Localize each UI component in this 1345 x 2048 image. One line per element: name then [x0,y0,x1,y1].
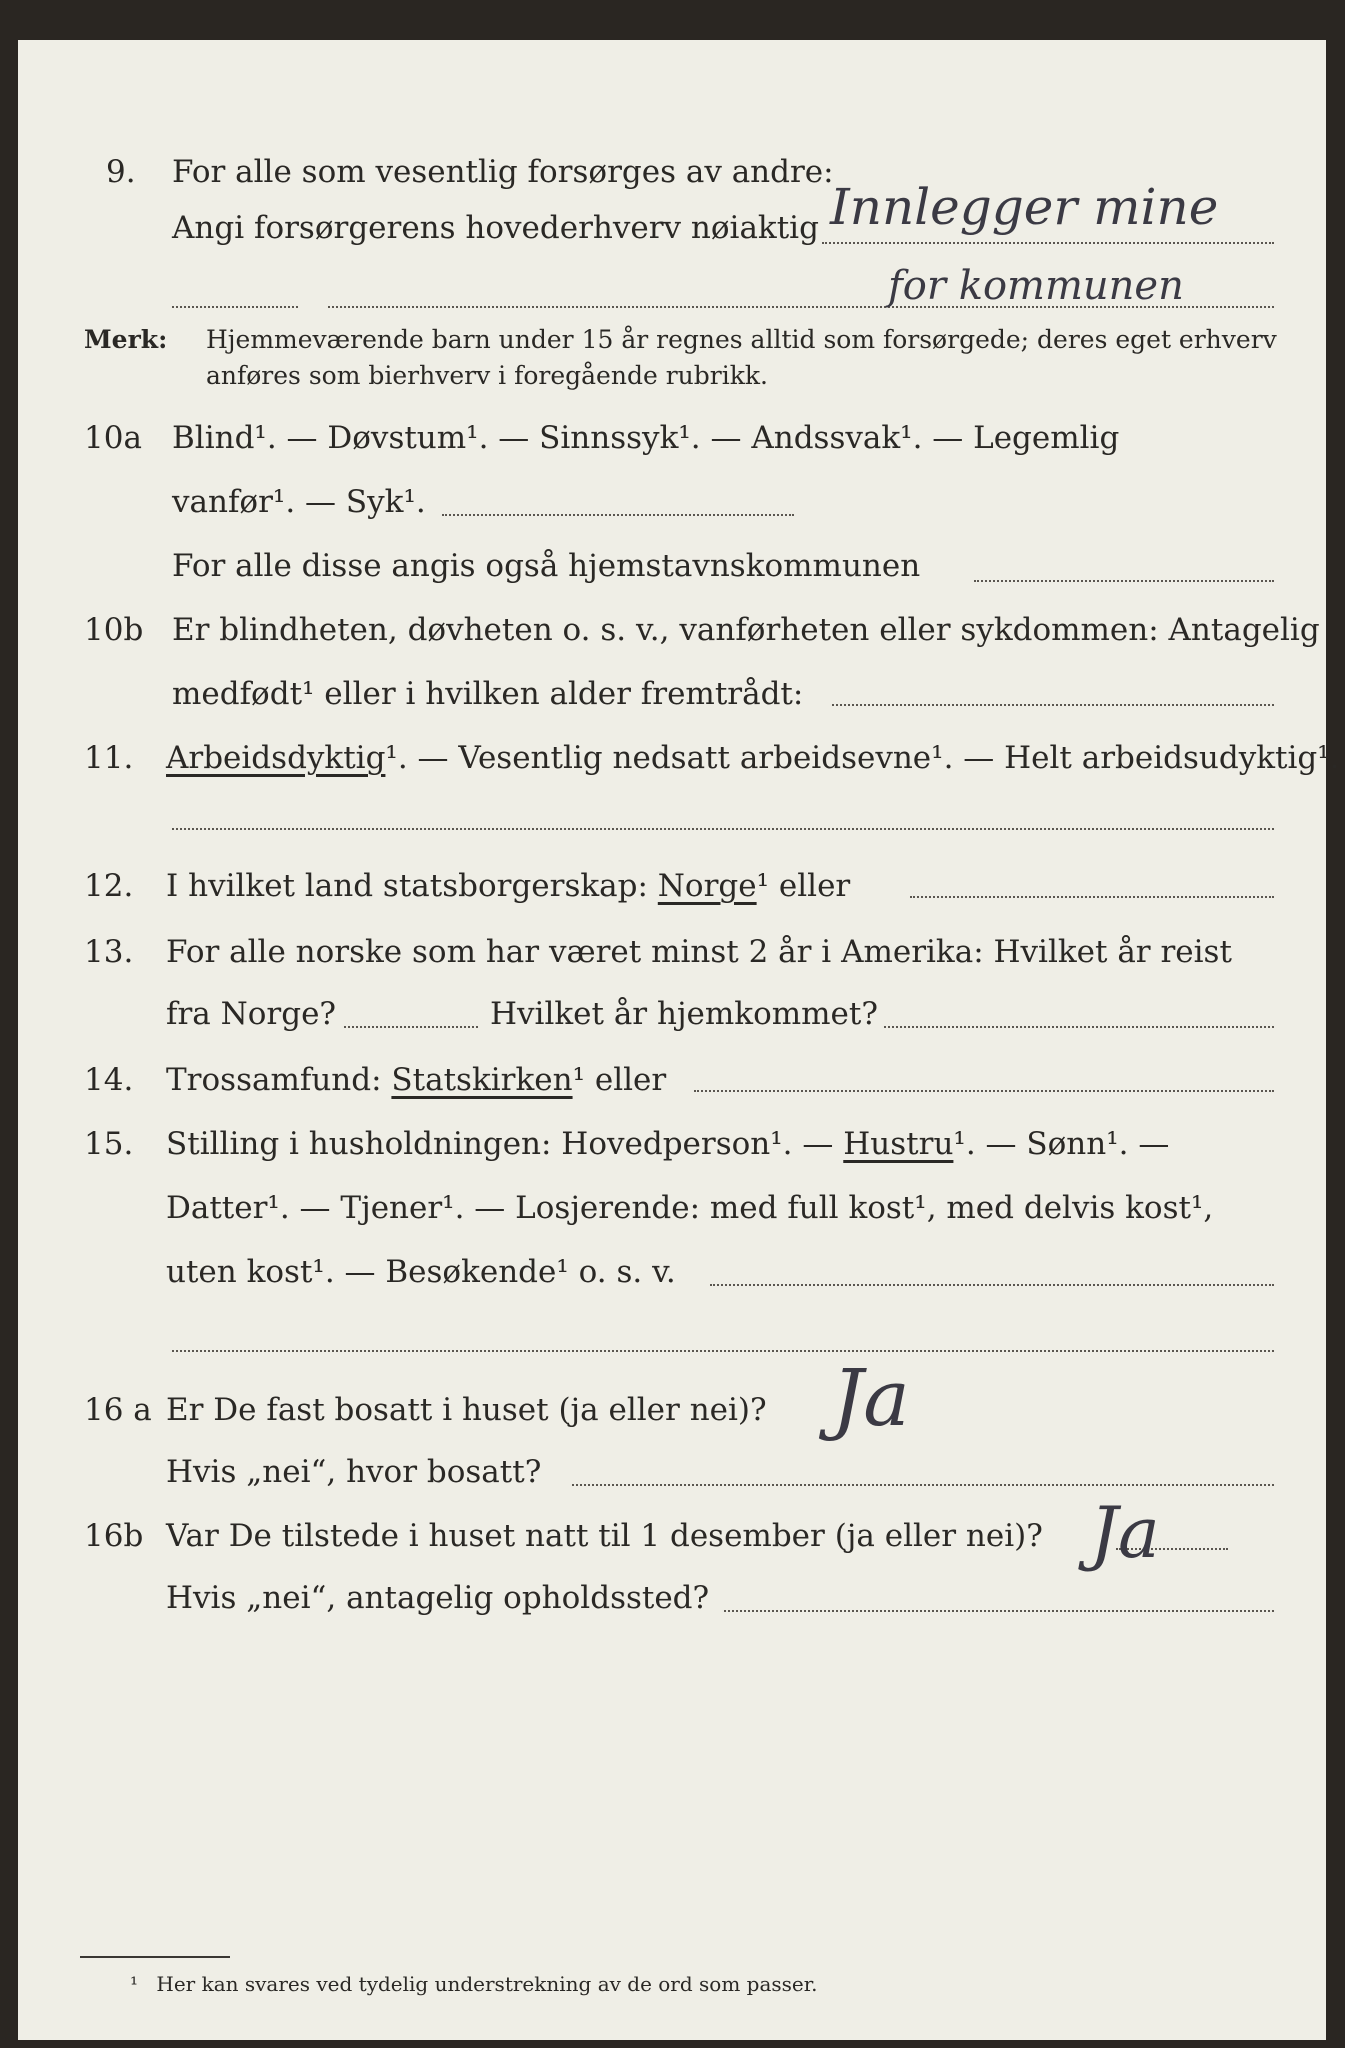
q10a-text-2: vanfør¹. — Syk¹. [172,484,426,520]
footnote [130,1972,817,1996]
q10b-text-2: medfødt¹ eller i hvilken alder fremtrådt: [172,676,804,712]
q10b-number: 10b [84,612,144,648]
q16b-line2 [18,1574,1286,1622]
footnote-rule [80,1956,230,1958]
q15-line3 [18,1248,1286,1296]
q14-text-before: Trossamfund: [166,1062,382,1098]
q12-line [18,862,1286,910]
q13-line1 [18,928,1286,976]
q10a-answer-line-1 [442,514,794,516]
q10a-text-1: Blind¹. — Døvstum¹. — Sinnssyk¹. — Andssvak¹. — Legemlig [172,420,1120,456]
q16a-text-2: Hvis „nei“, hvor bosatt? [166,1454,542,1490]
q9-answer-line-1 [822,242,1274,244]
merk-text-1: Hjemmeværende barn under 15 år regnes alltid som forsørgede; deres eget erhverv [206,325,1277,354]
q15-text-1b: ¹. — Sønn¹. — [953,1126,1170,1162]
q16a-text-1: Er De fast bosatt i huset (ja eller nei)? [166,1392,767,1428]
q15-text-1a: Stilling i husholdningen: Hovedperson¹. — [166,1126,834,1162]
q13-number: 13. [84,934,134,970]
q16a-handwritten-answer: Ja [832,1354,910,1444]
merk-line2 [18,358,1286,394]
q15-underlined-choice: Hustru [843,1126,954,1162]
q10b-text-1: Er blindheten, døvheten o. s. v., vanførheten eller sykdommen: Antagelig [172,612,1320,648]
q12-text-after: ¹ eller [756,868,851,904]
q9-text-2: Angi forsørgerens hovederhverv nøiaktig [172,210,819,246]
q12-number: 12. [84,868,134,904]
q16a-line1 [18,1386,1286,1434]
q13-line2 [18,990,1286,1038]
q15-line2 [18,1184,1286,1232]
q16b-number: 16b [84,1518,144,1554]
q11-answer-line [172,828,1274,830]
q12-answer-line [910,896,1274,898]
q11-number: 11. [84,740,134,776]
q15-text-3: uten kost¹. — Besøkende¹ o. s. v. [166,1254,676,1290]
q9-answer-line-2a [172,306,298,308]
q11-line [18,734,1340,782]
q15-text-2: Datter¹. — Tjener¹. — Losjerende: med full kost¹, med delvis kost¹, [166,1190,1214,1226]
q10b-line2 [18,670,1286,718]
q10b-answer-line [832,704,1274,706]
q12-underlined-choice: Norge [657,868,757,904]
q13-text-2b: Hvilket år hjemkommet? [490,996,878,1032]
q9-handwritten-answer-2: for kommunen [888,263,1184,309]
q15-number: 15. [84,1126,134,1162]
q16a-answer-line [572,1484,1274,1486]
merk-label: Merk: [84,325,168,354]
q11-underlined-choice: Arbeidsdyktig [166,740,386,776]
q9-handwritten-answer-1: Innlegger mine [830,178,1219,236]
q10a-line1 [18,414,1286,462]
q13-answer-line-2 [884,1026,1274,1028]
q14-line [18,1056,1286,1104]
q10a-line3 [18,542,1286,590]
census-form-page [18,40,1340,2040]
q9-number: 9. [106,154,136,190]
q10a-number: 10a [84,420,142,456]
q11-text: ¹. — Vesentlig nedsatt arbeidsevne¹. — Helt arbeidsudyktig¹. [385,740,1340,776]
q10a-answer-line-2 [974,580,1274,582]
q14-answer-line [694,1090,1274,1092]
q13-text-2a: fra Norge? [166,996,337,1032]
q12-text-before: I hvilket land statsborgerskap: [166,868,648,904]
footnote-mark: ¹ [130,1972,139,1996]
q16a-line2 [18,1448,1286,1496]
q9-text-1: For alle som vesentlig forsørges av andre: [172,154,834,190]
q14-text-after: ¹ eller [572,1062,667,1098]
q16a-number: 16 a [84,1392,152,1428]
merk-text-2: anføres som bierhverv i foregående rubrikk. [206,361,768,390]
q10b-line1 [18,606,1320,654]
q13-text-1: For alle norske som har været minst 2 år i Amerika: Hvilket år reist [166,934,1232,970]
q16b-answer-line-2 [724,1610,1274,1612]
footnote-text: Her kan svares ved tydelig understrekning av de ord som passer. [156,1972,818,1996]
q15-line1 [18,1120,1286,1168]
q16b-text-2: Hvis „nei“, antagelig opholdssted? [166,1580,710,1616]
q16b-handwritten-answer: Ja [1090,1492,1160,1574]
q14-underlined-choice: Statskirken [391,1062,573,1098]
q15-separator-line [172,1350,1274,1352]
q14-number: 14. [84,1062,134,1098]
q13-answer-line-1 [344,1026,478,1028]
q10a-text-3: For alle disse angis også hjemstavnskommunen [172,548,921,584]
q10a-line2 [18,478,1286,526]
merk-line1 [18,322,1286,358]
q16b-text-1: Var De tilstede i huset natt til 1 desember (ja eller nei)? [166,1518,1043,1554]
q15-answer-line [710,1284,1274,1286]
